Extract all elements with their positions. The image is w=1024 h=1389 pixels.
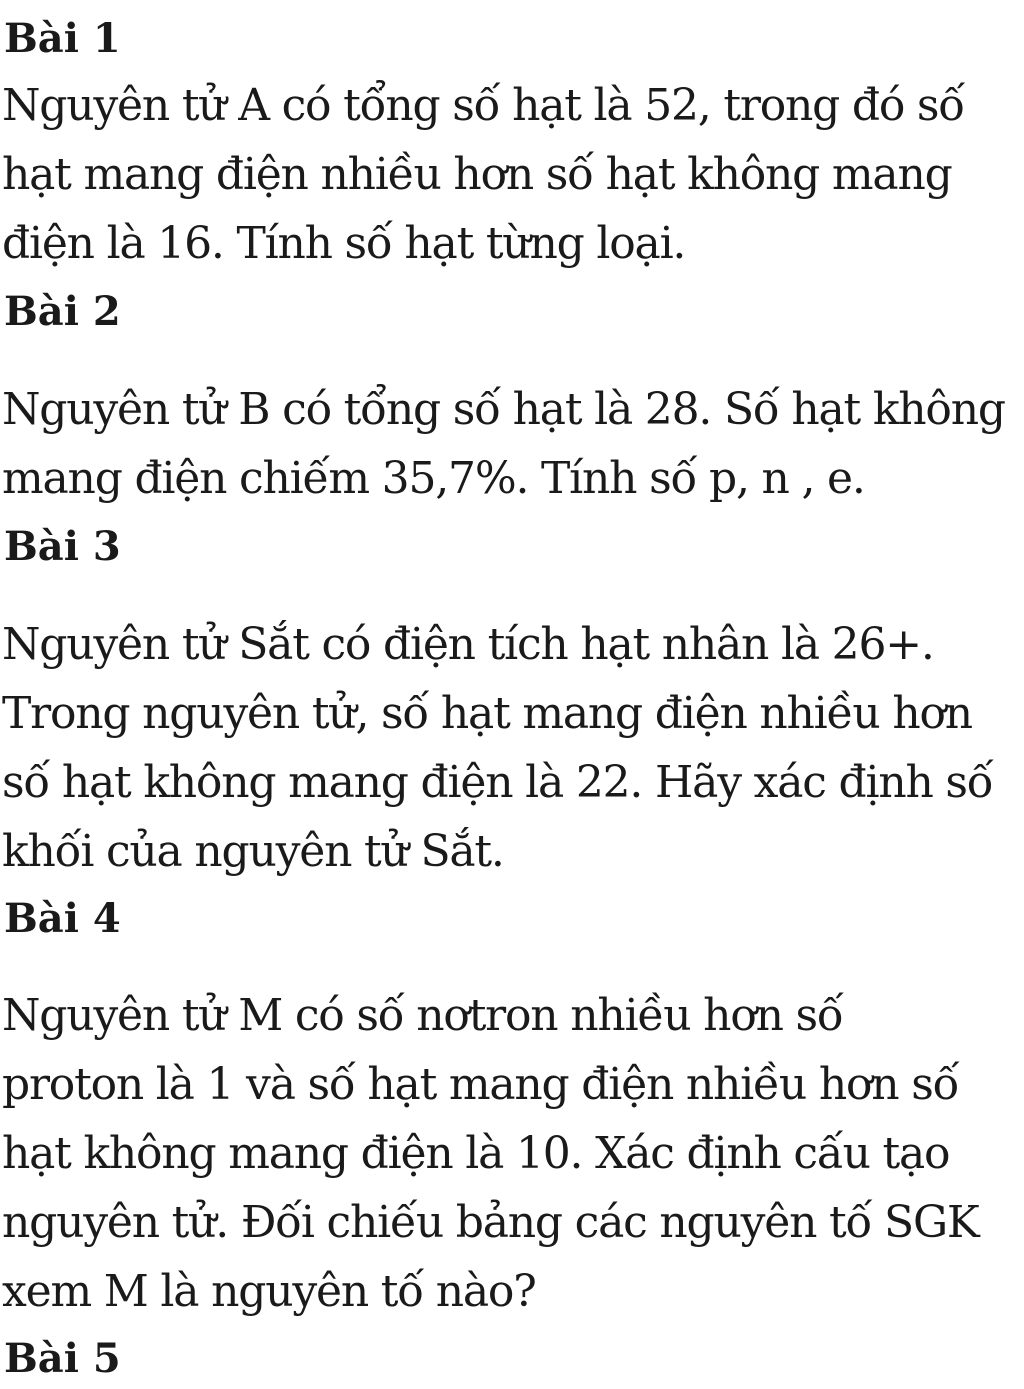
exercise-1-line-3: điện là 16. Tính số hạt từng loại. <box>2 218 686 269</box>
exercise-3-line-1: Nguyên tử Sắt có điện tích hạt nhân là 26+. <box>2 619 934 670</box>
exercise-2-line-1: Nguyên tử B có tổng số hạt là 28. Số hạt không <box>2 384 1005 435</box>
exercise-1-line-1: Nguyên tử A có tổng số hạt là 52, trong đó số <box>2 80 965 131</box>
exercise-5-title: Bài 5 <box>4 1335 121 1382</box>
exercise-4-line-2: proton là 1 và số hạt mang điện nhiều hơn số <box>2 1059 959 1110</box>
exercise-4-line-3: hạt không mang điện là 10. Xác định cấu tạo <box>2 1128 950 1179</box>
exercise-4-line-1: Nguyên tử M có số nơtron nhiều hơn số <box>2 990 843 1041</box>
exercise-4-line-5: xem M là nguyên tố nào? <box>2 1266 536 1317</box>
exercise-3-title: Bài 3 <box>4 523 121 570</box>
exercise-2-title: Bài 2 <box>4 288 121 335</box>
exercise-1-title: Bài 1 <box>4 15 121 62</box>
exercise-1-line-2: hạt mang điện nhiều hơn số hạt không mang <box>2 149 952 200</box>
exercise-3-line-3: số hạt không mang điện là 22. Hãy xác định số <box>2 757 993 808</box>
exercise-4-title: Bài 4 <box>4 895 121 942</box>
exercise-3-line-2: Trong nguyên tử, số hạt mang điện nhiều hơn <box>2 688 972 739</box>
exercise-4-line-4: nguyên tử. Đối chiếu bảng các nguyên tố SGK <box>2 1197 979 1248</box>
exercise-2-line-2: mang điện chiếm 35,7%. Tính số p, n , e. <box>2 453 865 504</box>
exercise-3-line-4: khối của nguyên tử Sắt. <box>2 826 504 877</box>
